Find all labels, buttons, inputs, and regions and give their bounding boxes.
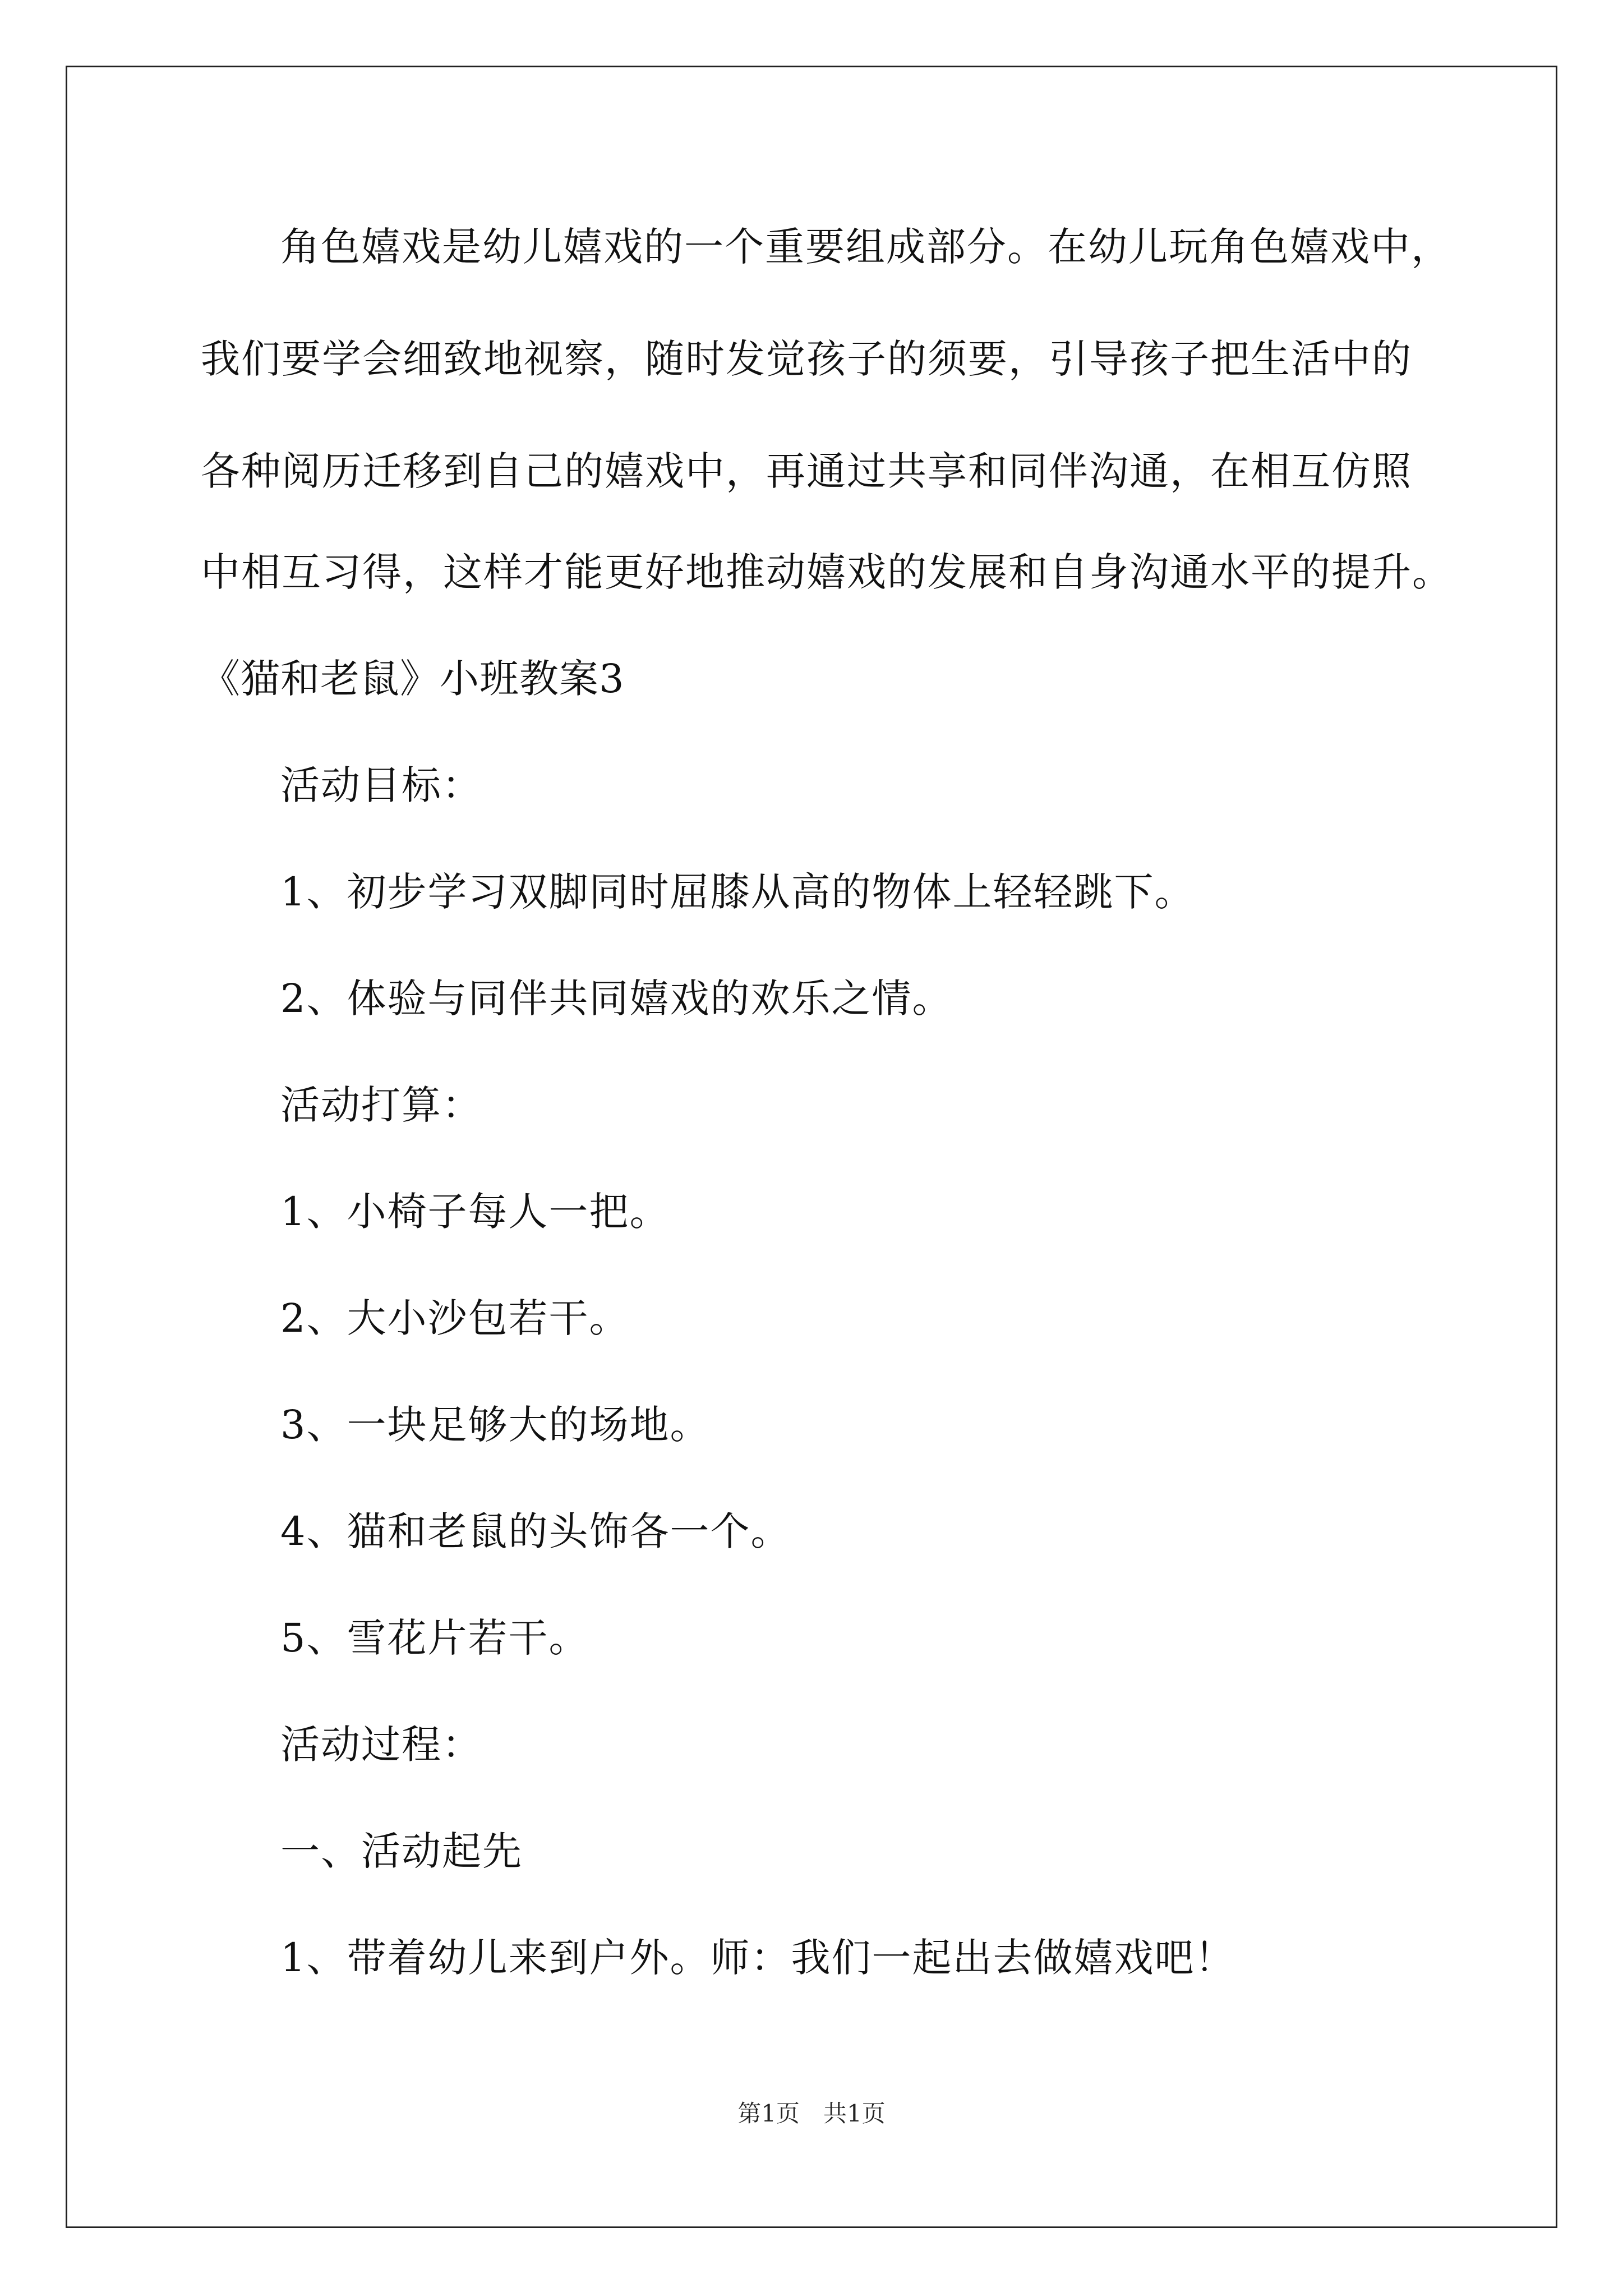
paragraph-line: 各种阅历迁移到自己的嬉戏中，再通过共享和同伴沟通，在相互仿照 (201, 448, 1412, 494)
prep-item: 5、雪花片若干。 (280, 1615, 589, 1661)
process-item: 1、带着幼儿来到户外。师：我们一起出去做嬉戏吧！ (280, 1935, 1235, 1981)
paragraph-line: 角色嬉戏是幼儿嬉戏的一个重要组成部分。在幼儿玩角色嬉戏中， (280, 224, 1451, 270)
prep-item: 4、猫和老鼠的头饰各一个。 (280, 1508, 791, 1554)
prep-item: 1、小椅子每人一把。 (280, 1189, 670, 1235)
paragraph-line: 我们要学会细致地视察，随时发觉孩子的须要，引导孩子把生活中的 (201, 336, 1412, 382)
section-title: 《猫和老鼠》小班教案3 (201, 656, 625, 702)
prep-item: 3、一块足够大的场地。 (280, 1402, 711, 1448)
prep-heading: 活动打算： (280, 1082, 482, 1128)
goal-item: 2、体验与同伴共同嬉戏的欢乐之情。 (280, 976, 953, 1022)
goals-heading: 活动目标： (280, 762, 482, 808)
process-heading: 活动过程： (280, 1722, 482, 1768)
page-border (66, 66, 1557, 2228)
prep-item: 2、大小沙包若干。 (280, 1295, 630, 1341)
paragraph-line: 中相互习得，这样才能更好地推动嬉戏的发展和自身沟通水平的提升。 (201, 549, 1453, 595)
process-subheading: 一、活动起先 (280, 1828, 523, 1874)
page-footer: 第1页 共1页 (737, 2100, 886, 2127)
goal-item: 1、初步学习双脚同时屈膝从高的物体上轻轻跳下。 (280, 869, 1195, 915)
